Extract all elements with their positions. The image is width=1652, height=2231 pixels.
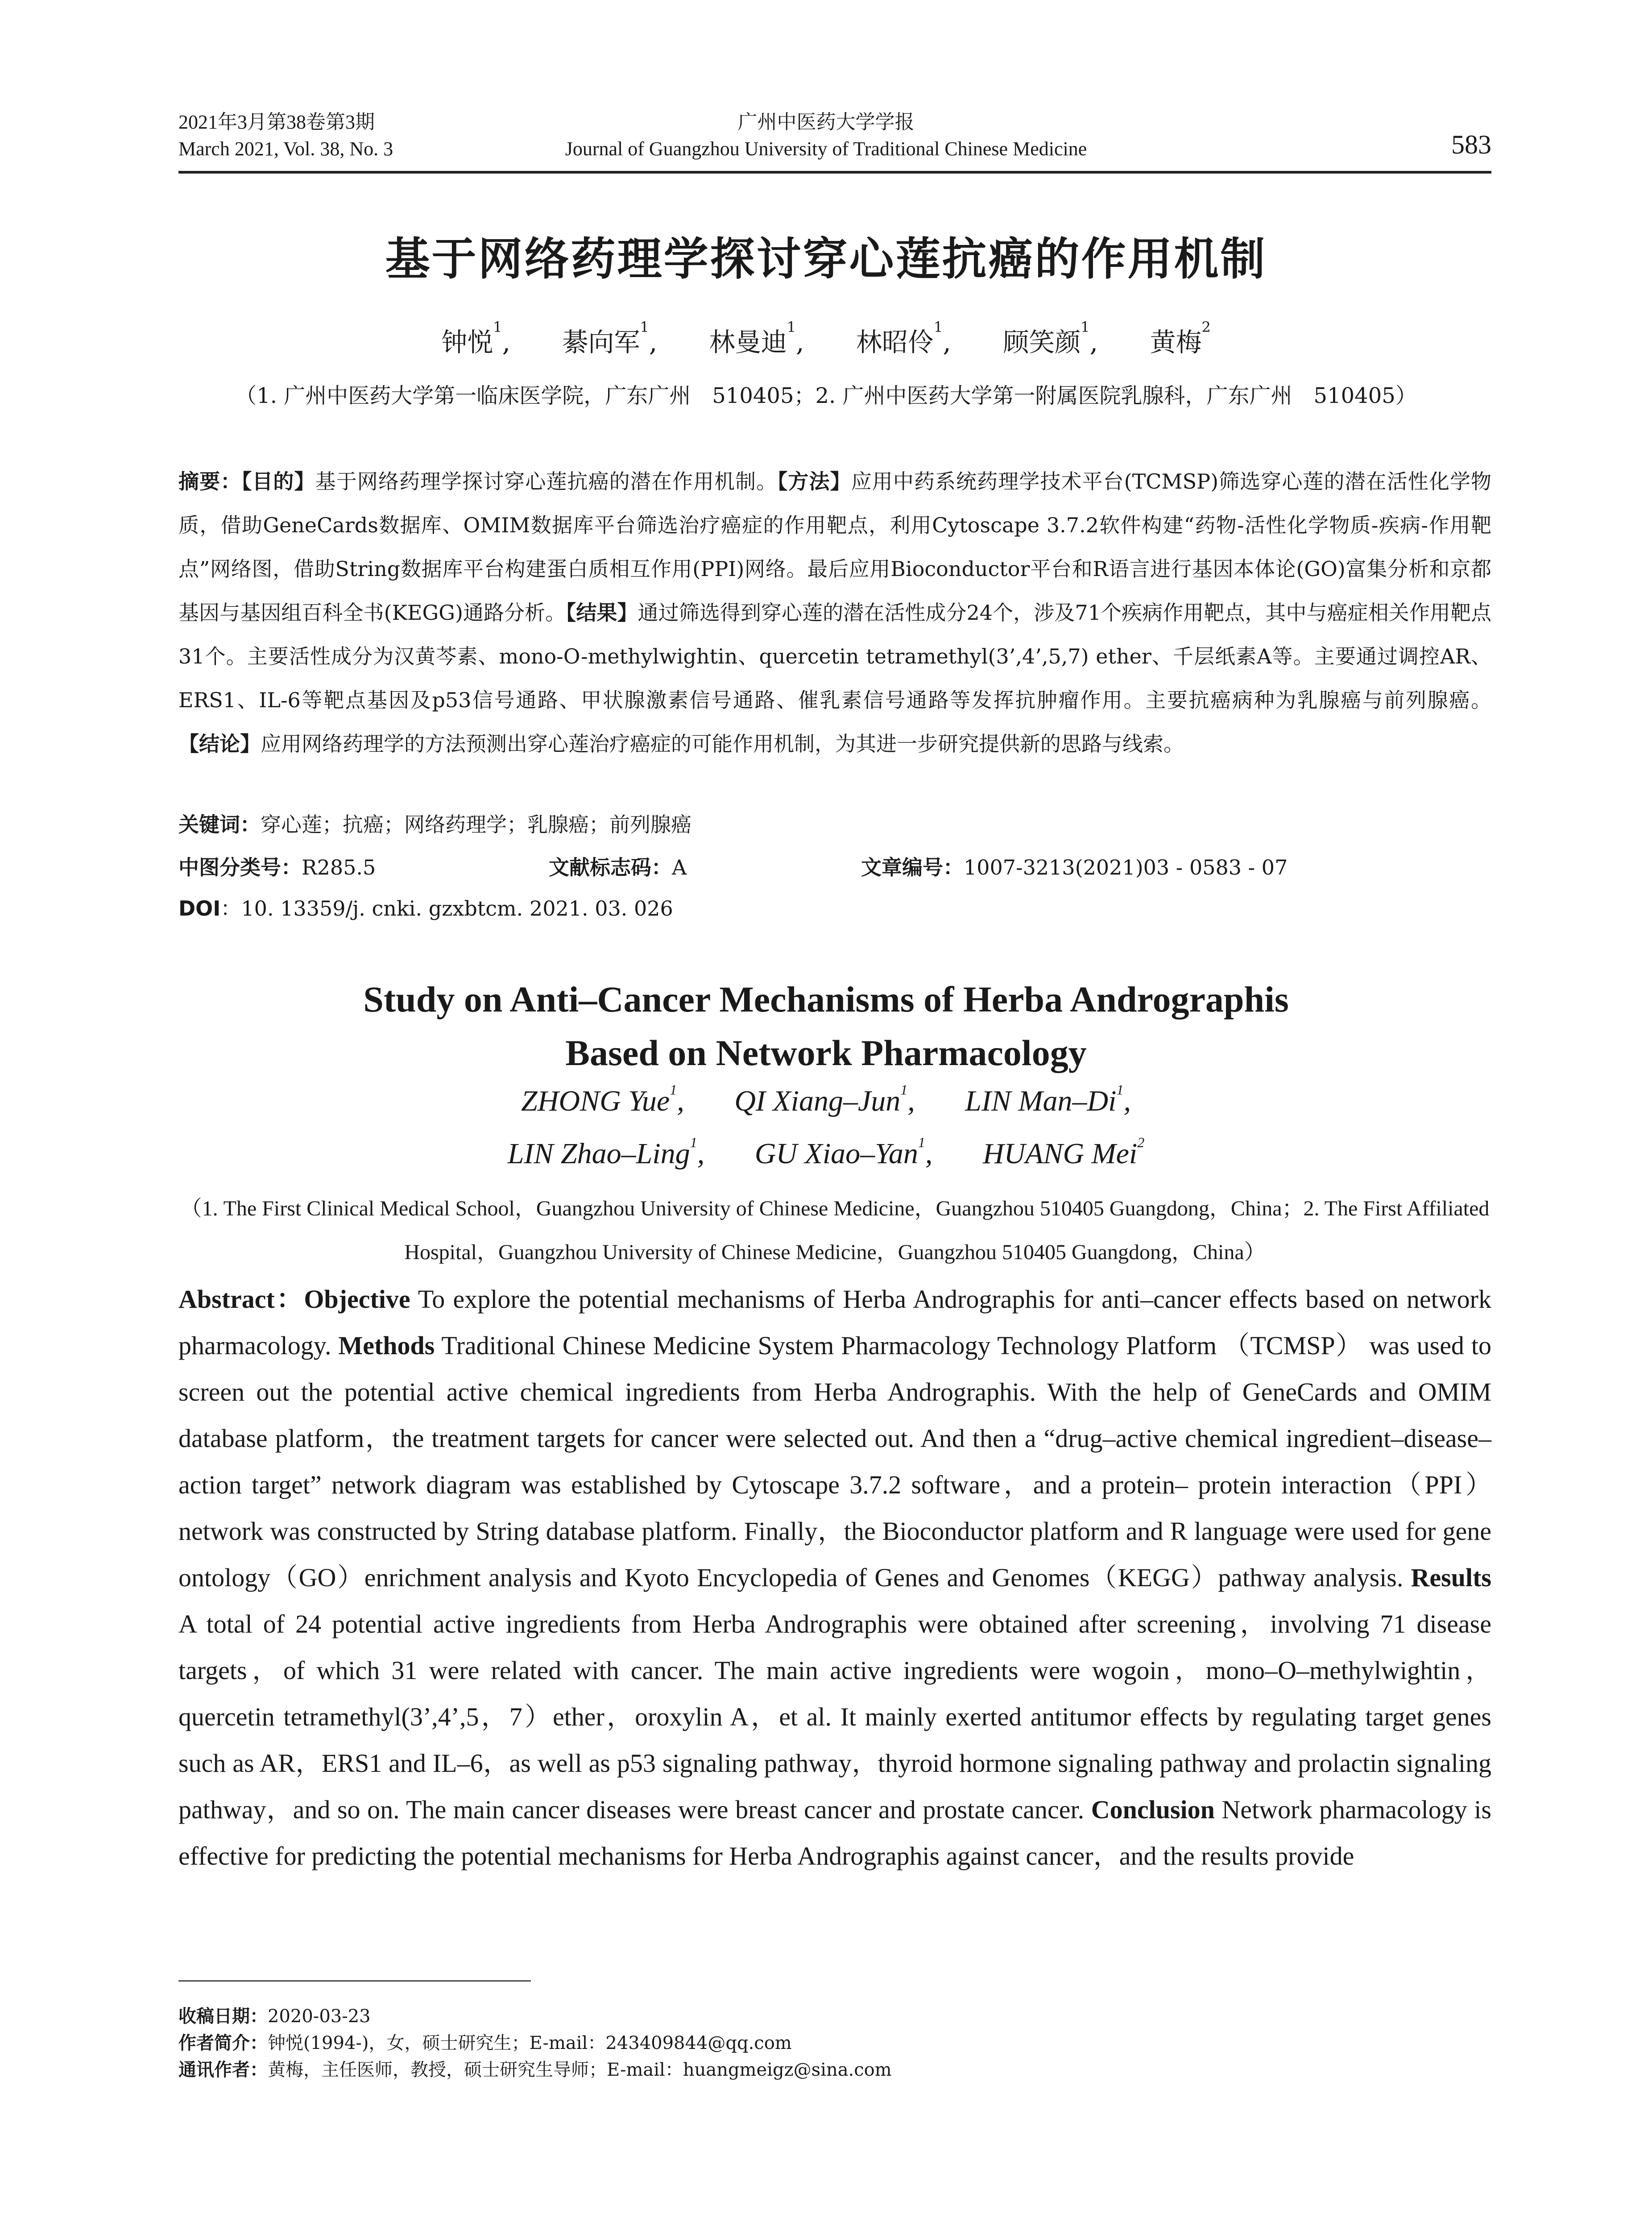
author-cn: 黄梅$^2$: [1150, 319, 1211, 357]
author-en: HUANG Mei$^2$: [982, 1134, 1145, 1170]
footnote-rule: [178, 1980, 531, 1982]
abstract-cn-label: 摘要：: [178, 469, 242, 493]
affiliation-cn: （1. 广州中医药大学第一临床医学院，广东广州 510405；2. 广州中医药大学第一附属医院乳腺科，广东广州 510405）: [235, 383, 1417, 408]
abstract-en-label: Abstract：: [178, 1285, 304, 1314]
keywords-cn: 关键词：穿心莲；抗癌；网络药理学；乳腺癌；前列腺癌: [178, 813, 691, 837]
authors-cn: [0, 321, 1652, 359]
author-cn: 林曼迪$^1$,: [709, 319, 804, 357]
author-en: LIN Man–Di$^1$,: [965, 1082, 1131, 1117]
authors-en-line1: [0, 1084, 1652, 1118]
author-cn: 钟悦$^1$,: [441, 319, 510, 357]
title-cn: 基于网络药理学探讨穿心莲抗癌的作用机制: [385, 233, 1267, 285]
author-cn: 顾笑颜$^1$,: [1003, 319, 1098, 357]
author-cn: 綦向军$^1$,: [562, 319, 658, 357]
journal-name-en: Journal of Guangzhou University of Traditional Chinese Medicine: [565, 138, 1087, 160]
article-number: 文章编号：1007-3213(2021)03 - 0583 - 07: [861, 855, 1288, 879]
issue-date-cn: 2021年3月第38卷第3期: [178, 111, 375, 133]
footnote-author: 作者简介：钟悦(1994-)，女，硕士研究生；E-mail：243409844@qq.com: [178, 2033, 792, 2053]
classification-code: 中图分类号：R285.5: [178, 855, 376, 879]
journal-name-cn: 广州中医药大学学报: [737, 111, 915, 133]
abstract-en: Abstract：Objective To explore the potential mechanisms of Herba Andrographis for anti–cancer effects based on network pharmacology. Methods Traditional Chinese Medicine System Pharmacology Technology Platform （TCMSP） was used to screen out the potential active chemical ingredients from Herba Andrographis. With the help of GeneCards and OMIM database platform，the treatment targets for cancer were selected out. And then a “drug–active chemical ingredient–disease–action target” network diagram was established by Cytoscape 3.7.2 software，and a protein– protein interaction（PPI）network was constructed by String database platform. Finally，the Bioconductor platform and R language were used for gene ontology（GO）enrichment analysis and Kyoto Encyclopedia of Genes and Genomes（KEGG）pathway analysis. Results A total of 24 potential active ingredients from Herba Andrographis were obtained after screening，involving 71 disease targets，of which 31 were related with cancer. The main active ingredients were wogoin，mono–O–methylwightin，quercetin tetramethyl(3’,4’,5，7）ether，oroxylin A，et al. It mainly exerted antitumor effects by regulating target genes such as AR，ERS1 and IL–6，as well as p53 signaling pathway，thyroid hormone signaling pathway and prolactin signaling pathway，and so on. The main cancer diseases were breast cancer and prostate cancer. Conclusion Network pharmacology is effective for predicting the potential mechanisms for Herba Andrographis against cancer，and the results provide: [178, 1285, 1492, 1870]
title-en-line1: Study on Anti–Cancer Mechanisms of Herba Andrographis: [363, 979, 1289, 1020]
issue-date-en: March 2021, Vol. 38, No. 3: [178, 138, 393, 160]
header-rule: [178, 171, 1491, 174]
author-en: LIN Zhao–Ling$^1$,: [507, 1134, 705, 1170]
author-en: QI Xiang–Jun$^1$,: [734, 1082, 915, 1117]
page-number: 583: [1451, 130, 1491, 159]
author-en: GU Xiao–Yan$^1$,: [754, 1134, 933, 1170]
doi: DOI：10. 13359/j. cnki. gzxbtcm. 2021. 03. 026: [178, 896, 673, 921]
author-cn: 林昭伶$^1$,: [856, 319, 951, 357]
footnote-received: 收稿日期：2020-03-23: [178, 2006, 371, 2027]
abstract-cn: 摘要：【目的】基于网络药理学探讨穿心莲抗癌的潜在作用机制。【方法】应用中药系统药理学技术平台(TCMSP)筛选穿心莲的潜在活性化学物质，借助GeneCards数据库、OMIM数据库平台筛选治疗癌症的作用靶点，利用Cytoscape 3.7.2软件构建“药物-活性化学物质-疾病-作用靶点”网络图，借助String数据库平台构建蛋白质相互作用(PPI)网络。最后应用Bioconductor平台和R语言进行基因本体论(GO)富集分析和京都基因与基因组百科全书(KEGG)通路分析。【结果】通过筛选得到穿心莲的潜在活性成分24个，涉及71个疾病作用靶点，其中与癌症相关作用靶点31个。主要活性成分为汉黄芩素、mono-O-methylwightin、quercetin tetramethyl(3’,4’,5,7) ether、千层纸素A等。主要通过调控AR、ERS1、IL-6等靶点基因及p53信号通路、甲状腺激素信号通路、催乳素信号通路等发挥抗肿瘤作用。主要抗癌病种为乳腺癌与前列腺癌。【结论】应用网络药理学的方法预测出穿心莲治疗癌症的可能作用机制，为其进一步研究提供新的思路与线索。: [178, 469, 1492, 756]
affiliation-en: （1. The First Clinical Medical School，Guangzhou University of Chinese Medicine，Guangzhou 510405 Guangdong，China；2. The First Affiliated Hospital，Guangzhou University of Chinese Medicine，Guangzhou 510405 Guangdong，China）: [180, 1197, 1490, 1264]
authors-en-line2: [0, 1134, 1652, 1171]
author-en: ZHONG Yue$^1$,: [521, 1082, 684, 1117]
footnote-corresponding: 通讯作者：黄梅，主任医师，教授，硕士研究生导师；E-mail：huangmeigz@sina.com: [178, 2060, 892, 2080]
document-code: 文献标志码：A: [549, 855, 687, 879]
title-en-line2: Based on Network Pharmacology: [565, 1033, 1087, 1073]
